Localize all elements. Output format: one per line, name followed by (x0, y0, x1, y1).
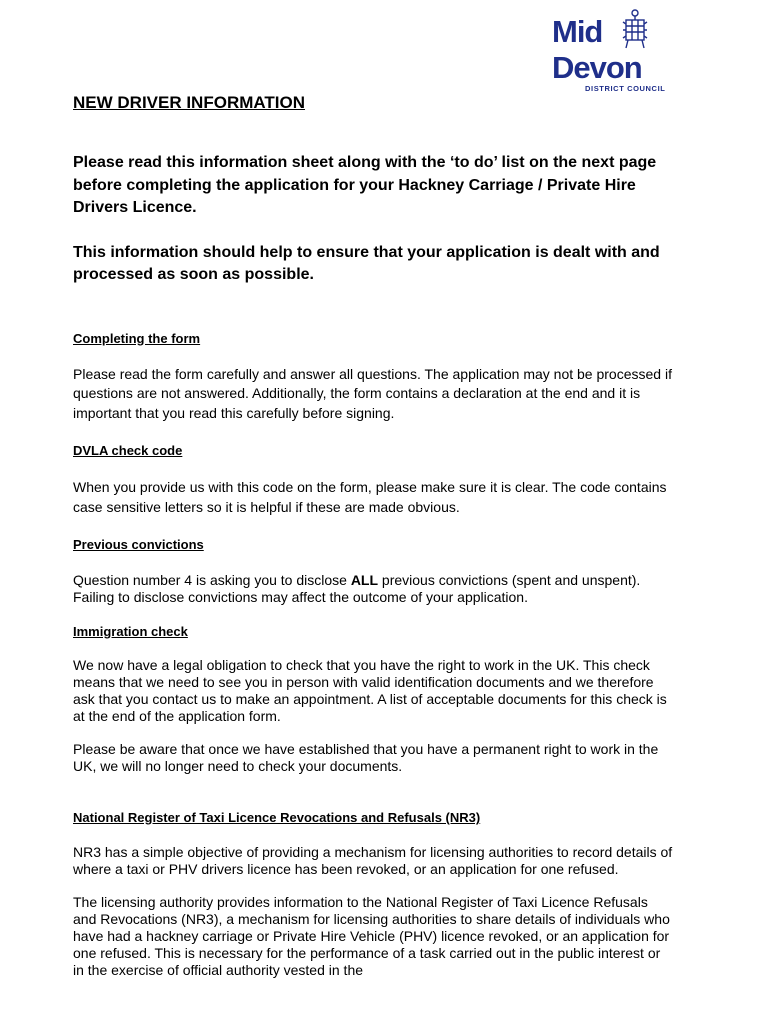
heading-nr3: National Register of Taxi Licence Revocations and Refusals (NR3) (73, 810, 481, 825)
logo-text-district-council: DISTRICT COUNCIL (585, 84, 666, 93)
completing-form-text: Please read the form carefully and answer all questions. The application may not be processed if questions are not answered. Additionally, the form contains a declaration at the end and it is important that you read this carefully before signing. (73, 365, 672, 421)
convictions-text-start: Question number 4 is asking you to disclose (73, 572, 351, 588)
heading-completing-the-form: Completing the form (73, 330, 201, 346)
heading-previous-convictions: Previous convictions (73, 537, 204, 552)
page-title: NEW DRIVER INFORMATION (73, 93, 306, 112)
immigration-check-text-2: Please be aware that once we have established that you have a permanent right to work in the UK, we will no longer need to check your documents. (73, 741, 659, 774)
logo-text-mid: Mid (552, 14, 603, 49)
nr3-text-2: The licensing authority provides information to the National Register of Taxi Licence Refusals and Revocations (NR3), a mechanism for licensing authorities to share details of individuals who have had a hackney carriage or Private Hire Vehicle (PHV) licence revoked, or an application for one refused. This is necessary for the performance of a task carried out in the public interest or in the exercise of official authority vested in the (73, 894, 670, 978)
convictions-text-all: ALL (350, 572, 379, 588)
intro-paragraph-2: This information should help to ensure that your application is dealt with and processed as soon as possible. (73, 243, 660, 283)
nr3-text-1: NR3 has a simple objective of providing a mechanism for licensing authorities to record details of where a taxi or PHV drivers licence has been revoked, or an application for one refused. (73, 844, 673, 877)
convictions-text-end: previous convictions (spent and unspent). Failing to disclose convictions may affect the outcome of your application. (73, 572, 641, 605)
document-body (73, 92, 673, 979)
heading-immigration-check: Immigration check (73, 624, 188, 639)
logo-text-devon: Devon (552, 50, 642, 85)
intro-paragraph-1: Please read this information sheet along with the ‘to do’ list on the next page before completing the application for your Hackney Carriage / Private Hire Drivers Licence. (73, 154, 657, 216)
heading-dvla-check-code: DVLA check code (73, 443, 183, 458)
council-crest-icon (619, 8, 659, 52)
previous-convictions-text (73, 572, 673, 606)
dvla-check-code-text: When you provide us with this code on the form, please make sure it is clear. The code contains case sensitive letters so it is helpful if these are made obvious. (73, 479, 667, 515)
mid-devon-logo (552, 8, 666, 94)
immigration-check-text-1: We now have a legal obligation to check that you have the right to work in the UK. This check means that we need to see you in person with valid identification documents and we therefore ask that you contact us to make an appointment. A list of acceptable documents for this check is at the end of the application form. (73, 657, 667, 724)
